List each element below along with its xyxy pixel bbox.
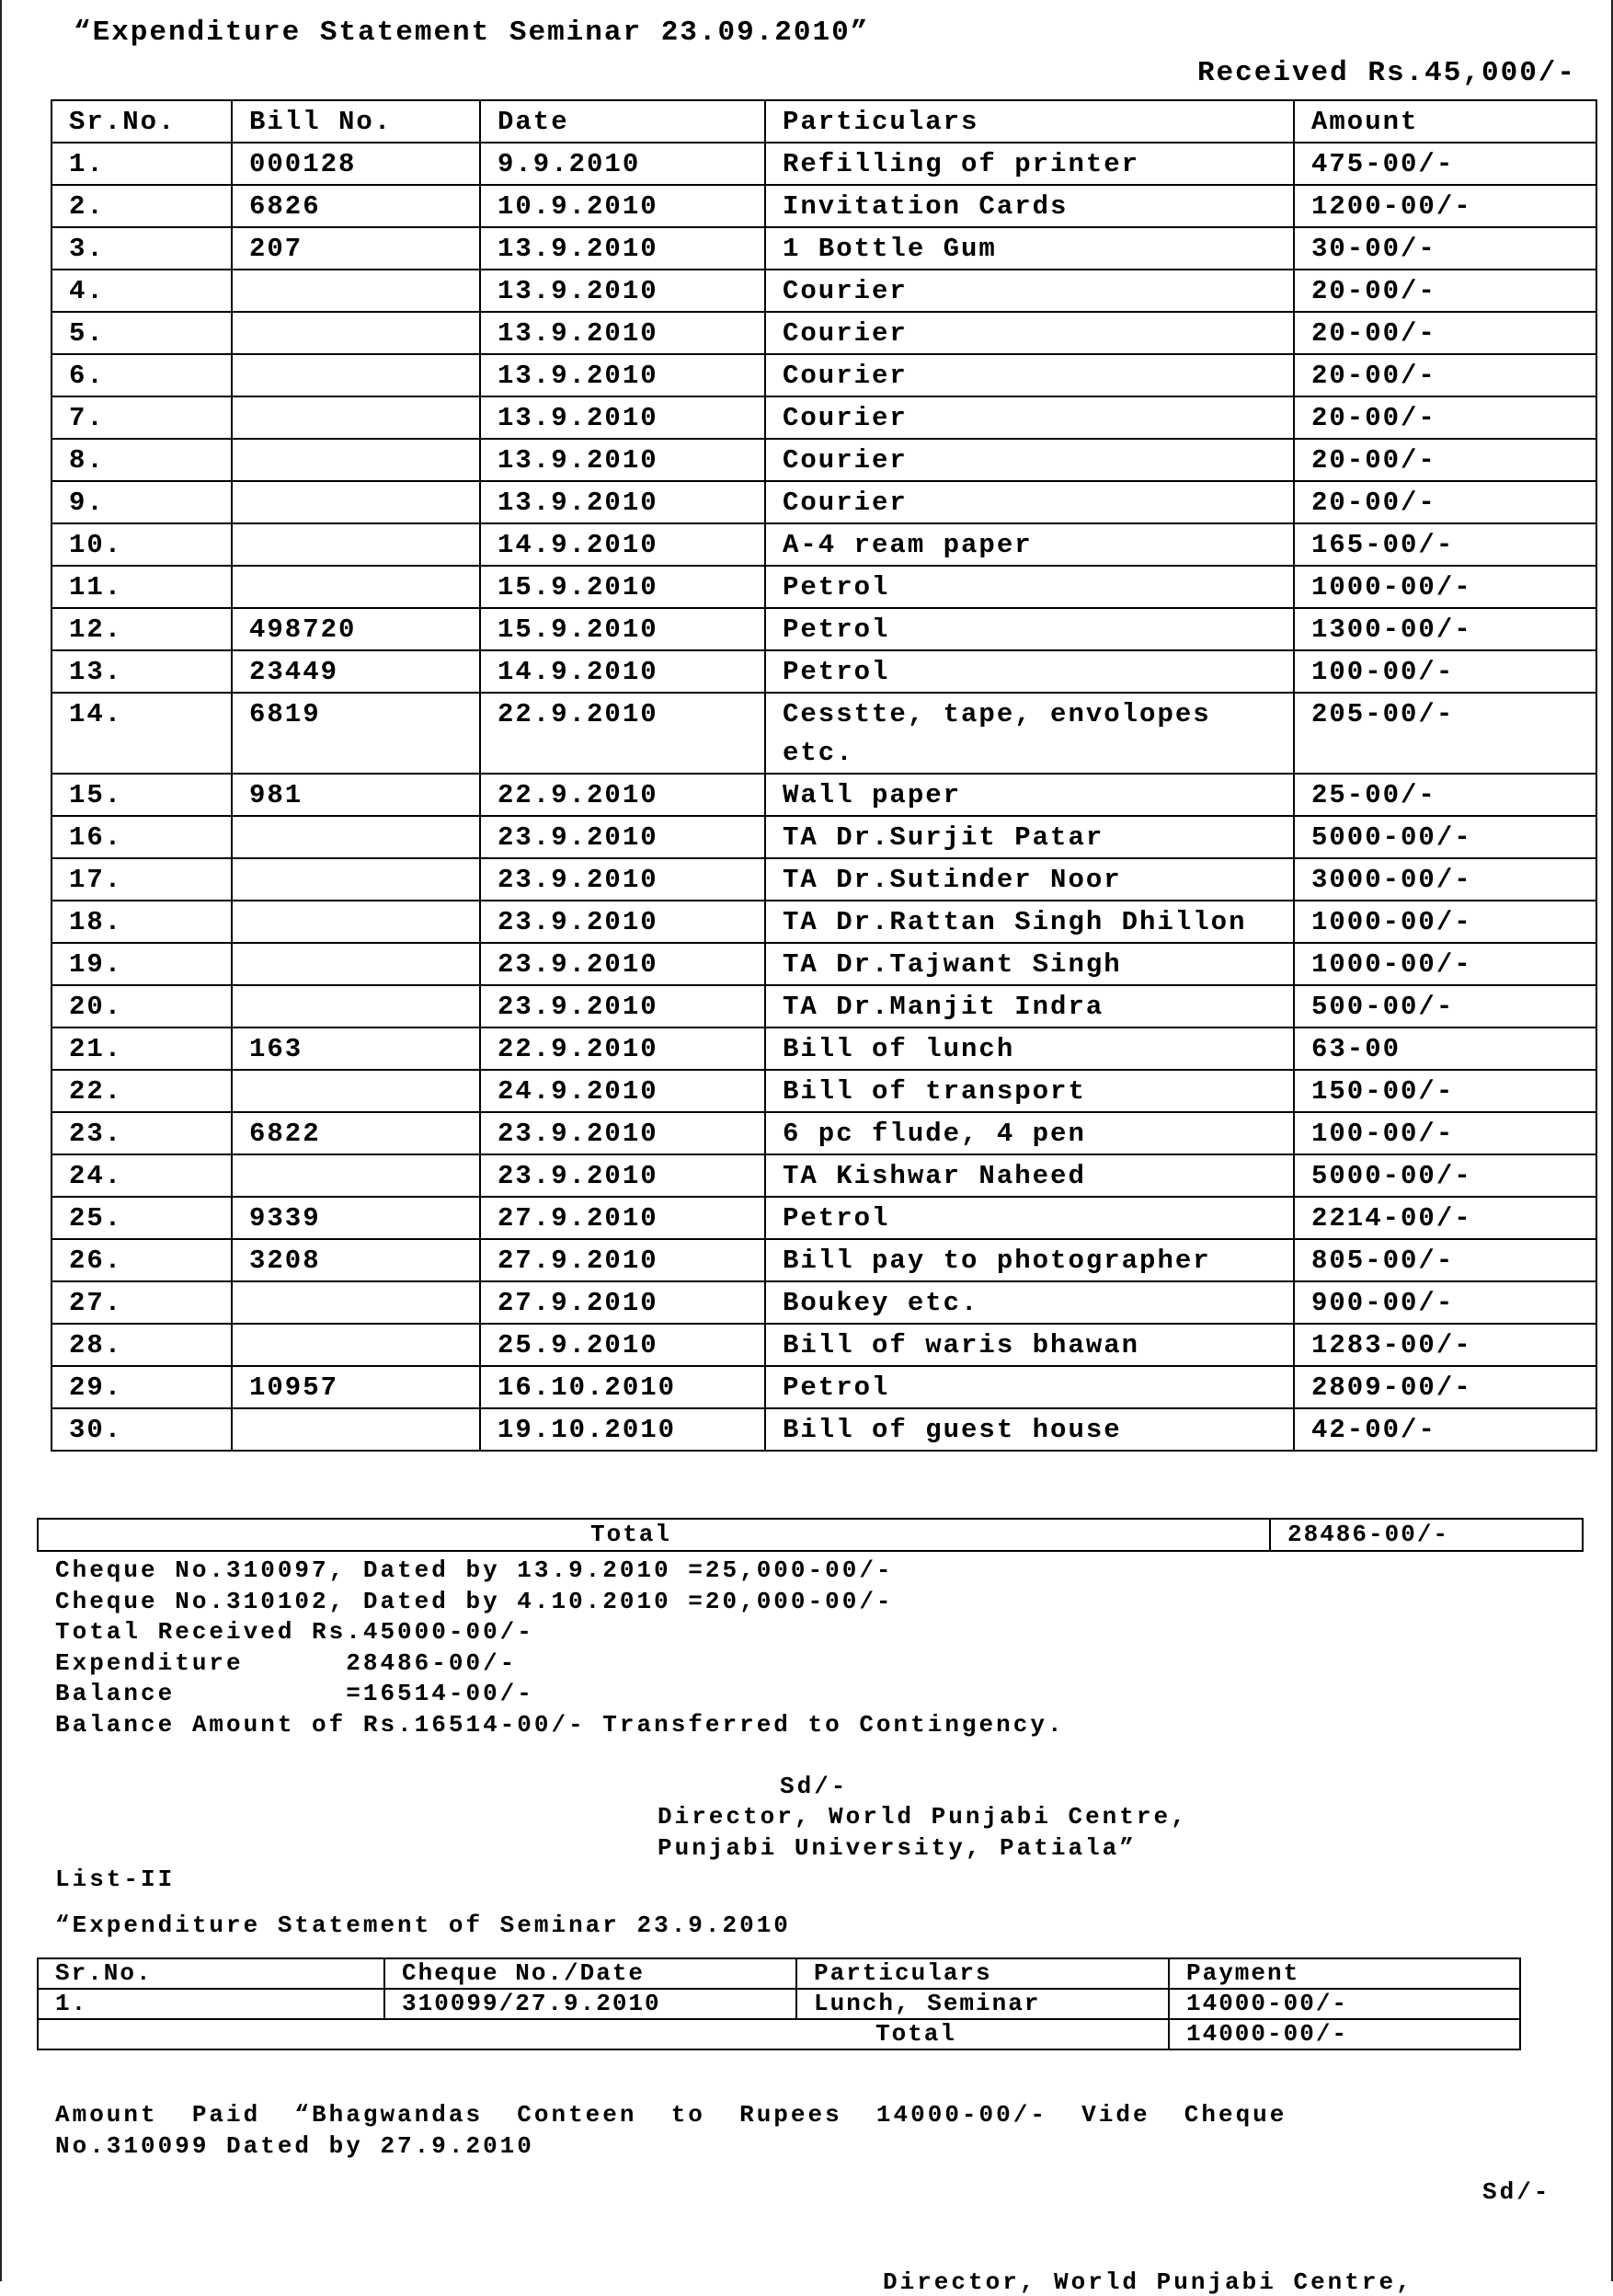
table-cell: 14. — [51, 693, 232, 774]
table-cell: 23.9.2010 — [480, 816, 765, 858]
table-cell: 18. — [51, 901, 232, 943]
table-cell: 25. — [51, 1197, 232, 1239]
list2-total-value: 14000-00/- — [1169, 2019, 1520, 2049]
table-cell — [232, 1281, 480, 1324]
table-cell: Invitation Cards — [765, 185, 1294, 227]
table-cell: 20-00/- — [1294, 439, 1596, 481]
table-cell: 7. — [51, 396, 232, 439]
table-cell: Bill of lunch — [765, 1027, 1294, 1070]
table-cell: 16. — [51, 816, 232, 858]
table-cell: 3208 — [232, 1239, 480, 1281]
table-row — [51, 227, 1596, 270]
table-cell: 21. — [51, 1027, 232, 1070]
table-cell: 1000-00/- — [1294, 566, 1596, 608]
payment-note-line-2: No.310099 Dated by 27.9.2010 — [55, 2132, 534, 2160]
table-row — [51, 566, 1596, 608]
table-cell: 15. — [51, 774, 232, 816]
table-row — [51, 901, 1596, 943]
table-cell: Bill of transport — [765, 1070, 1294, 1112]
table-cell: TA Dr.Surjit Patar — [765, 816, 1294, 858]
table-cell: Courier — [765, 354, 1294, 396]
expenditure-table — [51, 99, 1597, 1452]
table-cell: 13.9.2010 — [480, 227, 765, 270]
table-cell: 20-00/- — [1294, 354, 1596, 396]
table-cell: Petrol — [765, 650, 1294, 693]
table-row — [51, 1027, 1596, 1070]
signature-university: Punjabi University, Patiala” — [658, 1834, 1137, 1862]
table-cell: Courier — [765, 481, 1294, 523]
table-cell: TA Dr.Rattan Singh Dhillon — [765, 901, 1294, 943]
table-cell — [232, 523, 480, 566]
table-cell: 22.9.2010 — [480, 693, 765, 774]
table-cell: 13.9.2010 — [480, 312, 765, 354]
table-cell: 23.9.2010 — [480, 943, 765, 985]
table-cell — [232, 943, 480, 985]
table-cell: 163 — [232, 1027, 480, 1070]
table-cell: 5000-00/- — [1294, 816, 1596, 858]
table-cell — [232, 396, 480, 439]
page-title: “Expenditure Statement Seminar 23.09.2010” — [74, 17, 870, 49]
list2-header-cell: Sr.No. — [38, 1958, 384, 1989]
table-cell: 22.9.2010 — [480, 1027, 765, 1070]
table-row — [51, 693, 1596, 774]
table-cell: 2809-00/- — [1294, 1366, 1596, 1408]
table-cell: Courier — [765, 270, 1294, 312]
table-cell: 63-00 — [1294, 1027, 1596, 1070]
table-cell: 10. — [51, 523, 232, 566]
list2-table — [37, 1957, 1521, 2050]
table-cell: 1283-00/- — [1294, 1324, 1596, 1366]
table-cell: 6. — [51, 354, 232, 396]
table-cell: 20. — [51, 985, 232, 1027]
expenditure-total-row — [38, 1519, 1583, 1551]
signature2-sd: Sd/- — [1482, 2178, 1551, 2206]
expenditure-line: Expenditure 28486-00/- — [55, 1649, 518, 1677]
table-row — [51, 312, 1596, 354]
table-cell: 23.9.2010 — [480, 858, 765, 901]
table-row — [51, 439, 1596, 481]
table-cell: Bill of waris bhawan — [765, 1324, 1294, 1366]
page-border-left — [0, 0, 2, 2281]
table-cell: 1 Bottle Gum — [765, 227, 1294, 270]
table-cell — [232, 985, 480, 1027]
table-cell: Wall paper — [765, 774, 1294, 816]
table-cell: 9.9.2010 — [480, 143, 765, 185]
expenditure-header-cell: Particulars — [765, 100, 1294, 143]
cheque-line-2: Cheque No.310102, Dated by 4.10.2010 =20,000-00/- — [55, 1588, 894, 1615]
table-row — [51, 1408, 1596, 1451]
table-row — [51, 858, 1596, 901]
list2-title: “Expenditure Statement of Seminar 23.9.2010 — [55, 1911, 791, 1939]
table-cell: 13.9.2010 — [480, 270, 765, 312]
expenditure-table-body — [51, 100, 1596, 1451]
table-cell: 10957 — [232, 1366, 480, 1408]
table-cell: Bill pay to photographer — [765, 1239, 1294, 1281]
table-cell: 13. — [51, 650, 232, 693]
table-cell: 23449 — [232, 650, 480, 693]
table-cell: 19.10.2010 — [480, 1408, 765, 1451]
table-cell: 17. — [51, 858, 232, 901]
table-cell: 42-00/- — [1294, 1408, 1596, 1451]
expenditure-header-cell: Sr.No. — [51, 100, 232, 143]
table-cell: 26. — [51, 1239, 232, 1281]
table-cell: 27. — [51, 1281, 232, 1324]
list2-label: List-II — [55, 1866, 176, 1893]
table-cell: Boukey etc. — [765, 1281, 1294, 1324]
table-cell — [232, 270, 480, 312]
table-cell: 13.9.2010 — [480, 481, 765, 523]
table-cell: 805-00/- — [1294, 1239, 1596, 1281]
table-cell: TA Dr.Manjit Indra — [765, 985, 1294, 1027]
table-row — [51, 1324, 1596, 1366]
table-cell — [232, 566, 480, 608]
table-cell — [232, 1324, 480, 1366]
expenditure-header-cell: Amount — [1294, 100, 1596, 143]
table-cell — [232, 481, 480, 523]
table-cell — [232, 816, 480, 858]
table-cell: 4. — [51, 270, 232, 312]
table-cell: TA Dr.Tajwant Singh — [765, 943, 1294, 985]
table-cell: 27.9.2010 — [480, 1197, 765, 1239]
table-cell: 000128 — [232, 143, 480, 185]
table-row — [51, 1070, 1596, 1112]
list2-header-cell: Payment — [1169, 1958, 1520, 1989]
table-cell: 20-00/- — [1294, 396, 1596, 439]
list2-header-cell: Cheque No./Date — [384, 1958, 796, 1989]
table-cell: Courier — [765, 312, 1294, 354]
table-cell: 23.9.2010 — [480, 985, 765, 1027]
table-cell: 29. — [51, 1366, 232, 1408]
table-cell: A-4 ream paper — [765, 523, 1294, 566]
table-cell: 23.9.2010 — [480, 901, 765, 943]
table-cell: 1000-00/- — [1294, 901, 1596, 943]
table-cell: 100-00/- — [1294, 650, 1596, 693]
list2-cell: 310099/27.9.2010 — [384, 1989, 796, 2019]
table-cell: 27.9.2010 — [480, 1281, 765, 1324]
table-cell: 6822 — [232, 1112, 480, 1154]
table-cell: Petrol — [765, 1366, 1294, 1408]
table-row — [51, 1197, 1596, 1239]
table-cell: 13.9.2010 — [480, 354, 765, 396]
table-cell: 20-00/- — [1294, 312, 1596, 354]
table-row — [51, 354, 1596, 396]
list2-total-row — [38, 2019, 1520, 2049]
table-cell: 9339 — [232, 1197, 480, 1239]
table-cell: 100-00/- — [1294, 1112, 1596, 1154]
signature-director: Director, World Punjabi Centre, — [658, 1803, 1188, 1831]
table-cell: 8. — [51, 439, 232, 481]
table-cell: 14.9.2010 — [480, 523, 765, 566]
total-label: Total — [38, 1519, 1270, 1551]
table-cell — [232, 1070, 480, 1112]
table-cell: 22.9.2010 — [480, 774, 765, 816]
table-cell: 13.9.2010 — [480, 439, 765, 481]
table-cell: 1200-00/- — [1294, 185, 1596, 227]
signature-sd: Sd/- — [780, 1773, 849, 1800]
table-cell: 1. — [51, 143, 232, 185]
table-cell: 6826 — [232, 185, 480, 227]
table-row — [51, 774, 1596, 816]
expenditure-header-row — [51, 100, 1596, 143]
table-cell — [232, 1154, 480, 1197]
table-cell — [232, 1408, 480, 1451]
table-cell: 25-00/- — [1294, 774, 1596, 816]
table-cell: 13.9.2010 — [480, 396, 765, 439]
table-cell: Refilling of printer — [765, 143, 1294, 185]
table-cell: 25.9.2010 — [480, 1324, 765, 1366]
table-cell: 5000-00/- — [1294, 1154, 1596, 1197]
table-cell: 15.9.2010 — [480, 608, 765, 650]
table-row — [51, 481, 1596, 523]
table-cell: 20-00/- — [1294, 481, 1596, 523]
table-cell: 28. — [51, 1324, 232, 1366]
table-cell — [232, 312, 480, 354]
table-cell: 475-00/- — [1294, 143, 1596, 185]
table-row — [51, 270, 1596, 312]
table-cell — [232, 858, 480, 901]
list2-cell: 14000-00/- — [1169, 1989, 1520, 2019]
table-cell: 498720 — [232, 608, 480, 650]
table-cell: 24.9.2010 — [480, 1070, 765, 1112]
table-cell: 23.9.2010 — [480, 1154, 765, 1197]
table-cell: 16.10.2010 — [480, 1366, 765, 1408]
table-cell: Cesstte, tape, envolopes etc. — [765, 693, 1294, 774]
table-row — [51, 1239, 1596, 1281]
list2-cell: Lunch, Seminar — [796, 1989, 1169, 2019]
list2-cell: 1. — [38, 1989, 384, 2019]
table-cell: 19. — [51, 943, 232, 985]
table-cell: 14.9.2010 — [480, 650, 765, 693]
table-cell: Petrol — [765, 1197, 1294, 1239]
table-cell: TA Kishwar Naheed — [765, 1154, 1294, 1197]
table-cell: 6 pc flude, 4 pen — [765, 1112, 1294, 1154]
table-cell: 207 — [232, 227, 480, 270]
table-row — [51, 608, 1596, 650]
expenditure-header-cell: Bill No. — [232, 100, 480, 143]
table-cell: 6819 — [232, 693, 480, 774]
table-cell — [232, 439, 480, 481]
table-cell: 27.9.2010 — [480, 1239, 765, 1281]
table-cell: 15.9.2010 — [480, 566, 765, 608]
table-cell: 30. — [51, 1408, 232, 1451]
table-cell: Courier — [765, 439, 1294, 481]
table-cell: 205-00/- — [1294, 693, 1596, 774]
table-cell: 1300-00/- — [1294, 608, 1596, 650]
table-cell — [232, 901, 480, 943]
table-cell: 30-00/- — [1294, 227, 1596, 270]
table-cell: Bill of guest house — [765, 1408, 1294, 1451]
table-row — [51, 396, 1596, 439]
table-cell: 2. — [51, 185, 232, 227]
table-cell — [232, 354, 480, 396]
table-cell: 3. — [51, 227, 232, 270]
table-cell: 165-00/- — [1294, 523, 1596, 566]
table-row — [51, 1154, 1596, 1197]
table-cell: Petrol — [765, 608, 1294, 650]
table-cell: 5. — [51, 312, 232, 354]
cheque-line-1: Cheque No.310097, Dated by 13.9.2010 =25,000-00/- — [55, 1556, 894, 1584]
table-row — [51, 650, 1596, 693]
list2-row — [38, 1989, 1520, 2019]
table-cell: 2214-00/- — [1294, 1197, 1596, 1239]
table-cell: 23.9.2010 — [480, 1112, 765, 1154]
expenditure-header-cell: Date — [480, 100, 765, 143]
list2-header-row — [38, 1958, 1520, 1989]
table-row — [51, 523, 1596, 566]
table-cell: 1000-00/- — [1294, 943, 1596, 985]
payment-note-line-1: Amount Paid “Bhagwandas Conteen to Rupees 14000-00/- Vide Cheque — [55, 2101, 1287, 2129]
total-value: 28486-00/- — [1270, 1519, 1583, 1551]
table-cell: 12. — [51, 608, 232, 650]
table-cell: 10.9.2010 — [480, 185, 765, 227]
table-row — [51, 1112, 1596, 1154]
table-cell: 900-00/- — [1294, 1281, 1596, 1324]
table-cell: 24. — [51, 1154, 232, 1197]
list2-total-label: Total — [38, 2019, 1169, 2049]
table-cell: 20-00/- — [1294, 270, 1596, 312]
expenditure-total-table — [37, 1518, 1584, 1552]
table-cell: Petrol — [765, 566, 1294, 608]
table-cell: TA Dr.Sutinder Noor — [765, 858, 1294, 901]
table-cell: Courier — [765, 396, 1294, 439]
table-cell: 500-00/- — [1294, 985, 1596, 1027]
table-row — [51, 943, 1596, 985]
table-row — [51, 185, 1596, 227]
table-cell: 981 — [232, 774, 480, 816]
balance-line: Balance =16514-00/- — [55, 1680, 534, 1707]
table-row — [51, 816, 1596, 858]
table-row — [51, 985, 1596, 1027]
table-row — [51, 143, 1596, 185]
table-cell: 150-00/- — [1294, 1070, 1596, 1112]
table-cell: 3000-00/- — [1294, 858, 1596, 901]
table-cell: 9. — [51, 481, 232, 523]
balance-note: Balance Amount of Rs.16514-00/- Transferred to Contingency. — [55, 1711, 1065, 1739]
table-row — [51, 1366, 1596, 1408]
total-received: Total Received Rs.45000-00/- — [55, 1618, 534, 1646]
table-cell: 11. — [51, 566, 232, 608]
table-cell: 23. — [51, 1112, 232, 1154]
signature2-director: Director, World Punjabi Centre, — [883, 2268, 1413, 2296]
table-cell: 22. — [51, 1070, 232, 1112]
list2-header-cell: Particulars — [796, 1958, 1169, 1989]
table-row — [51, 1281, 1596, 1324]
received-amount: Received Rs.45,000/- — [1196, 57, 1576, 89]
